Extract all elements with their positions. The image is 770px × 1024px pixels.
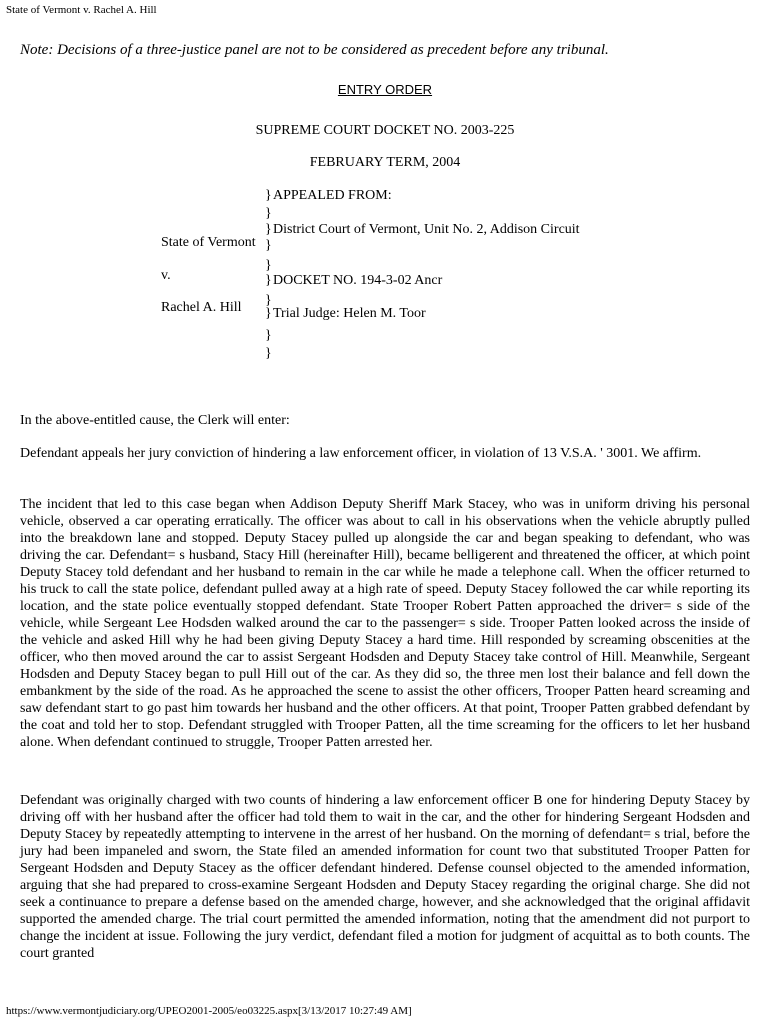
party-rachel-a-hill: Rachel A. Hill bbox=[161, 300, 242, 315]
trial-docket-number: DOCKET NO. 194-3-02 Ancr bbox=[273, 273, 443, 288]
caption-brace: } bbox=[265, 293, 272, 308]
party-state-of-vermont: State of Vermont bbox=[161, 235, 256, 250]
page-header-title: State of Vermont v. Rachel A. Hill bbox=[6, 4, 157, 16]
appealed-from-label: APPEALED FROM: bbox=[273, 188, 392, 203]
paragraph-1: Defendant appeals her jury conviction of hindering a law enforcement officer, in violation of 13 V.S.A. ' 3001. We affirm. bbox=[20, 446, 702, 461]
precedent-note: Note: Decisions of a three-justice panel are not to be considered as precedent before any tribunal. bbox=[20, 42, 609, 58]
caption-brace: } bbox=[265, 206, 272, 221]
caption-brace: } bbox=[265, 346, 272, 361]
caption-brace: } bbox=[265, 238, 272, 253]
caption-brace: } bbox=[265, 328, 272, 343]
caption-brace: } bbox=[265, 188, 272, 203]
trial-judge-label: Trial Judge: Helen M. Toor bbox=[273, 306, 426, 321]
district-court-label: District Court of Vermont, Unit No. 2, Addison Circuit bbox=[273, 222, 580, 237]
paragraph-3: Defendant was originally charged with two counts of hindering a law enforcement officer B one for hindering Deputy Stacey by driving off with her husband after the officer had told them to wait in the car, and the other for hindering Sergeant Hodsden and Deputy Stacey by repeatedly attempting to intervene in the arrest of her husband. On the morning of defendant= s trial, before the jury had been impaneled and sworn, the State filed an amended information for count two that substituted Trooper Patten for Sergeant Hodsden and Deputy Stacey as the officer defendant hindered. Defense counsel objected to the amended information, arguing that she had prepared to cross-examine Sergeant Hodsden and Deputy Stacey regarding the original charge. She did not seek a continuance to prepare a defense based on the amended charge, however, and she acknowledged that the original affidavit supported the amended charge. The trial court permitted the amended information, noting that the amendment did not purport to change the incident at issue. Following the jury verdict, defendant filed a motion for judgment of acquittal as to both counts. The court granted bbox=[20, 793, 750, 961]
paragraph-2: The incident that led to this case began when Addison Deputy Sheriff Mark Stacey, who was in uniform driving his personal vehicle, observed a car operating erratically. The officer was about to call in his observations when the vehicle abruptly pulled into the breakdown lane and stopped. Deputy Stacey pulled up alongside the car and began speaking to defendant, who was driving the car. Defendant= s husband, Stacy Hill (hereinafter Hill), became belligerent and threatened the officer, at which point Deputy Stacey told defendant and her husband to remain in the car while he made a telephone call. When the officer returned to his truck to call the state police, defendant pulled away at a high rate of speed. Deputy Stacey followed the car while reporting its location, and the state police eventually stopped defendant. State Trooper Robert Patten approached the driver= s side of the vehicle, while Sergeant Lee Hodsden walked around the car to the passenger= s side. Trooper Patten looked across the inside of the vehicle and asked Hill why he had been giving Deputy Stacey a hard time. Hill responded by screaming obscenities at the officer, who then moved around the car to assist Sergeant Hodsden and Deputy Stacey take control of Hill. Meanwhile, Sergeant Hodsden and Deputy Stacey began to pull Hill out of the car. As they did so, the three men lost their balance and fell down the embankment by the side of the road. As he approached the scene to assist the other officers, Trooper Patten heard screaming and saw defendant start to go past him towards her husband and the other officers. At that point, Trooper Patten grabbed defendant by the coat and told her to stop. Defendant struggled with Trooper Patten, all the time screaming for the officers to let her husband alone. When defendant continued to struggle, Trooper Patten arrested her. bbox=[20, 497, 750, 750]
footer-url: https://www.vermontjudiciary.org/UPEO2001-2005/eo03225.aspx[3/13/2017 10:27:49 AM] bbox=[6, 1005, 412, 1017]
caption-brace: } bbox=[265, 258, 272, 273]
caption-brace: } bbox=[265, 306, 272, 321]
caption-brace: } bbox=[265, 222, 272, 237]
caption-brace: } bbox=[265, 273, 272, 288]
docket-number: SUPREME COURT DOCKET NO. 2003-225 bbox=[255, 123, 515, 138]
versus-label: v. bbox=[161, 268, 171, 283]
intro-paragraph: In the above-entitled cause, the Clerk will enter: bbox=[20, 413, 290, 428]
entry-order-heading: ENTRY ORDER bbox=[337, 82, 433, 97]
court-term: FEBRUARY TERM, 2004 bbox=[309, 155, 461, 170]
